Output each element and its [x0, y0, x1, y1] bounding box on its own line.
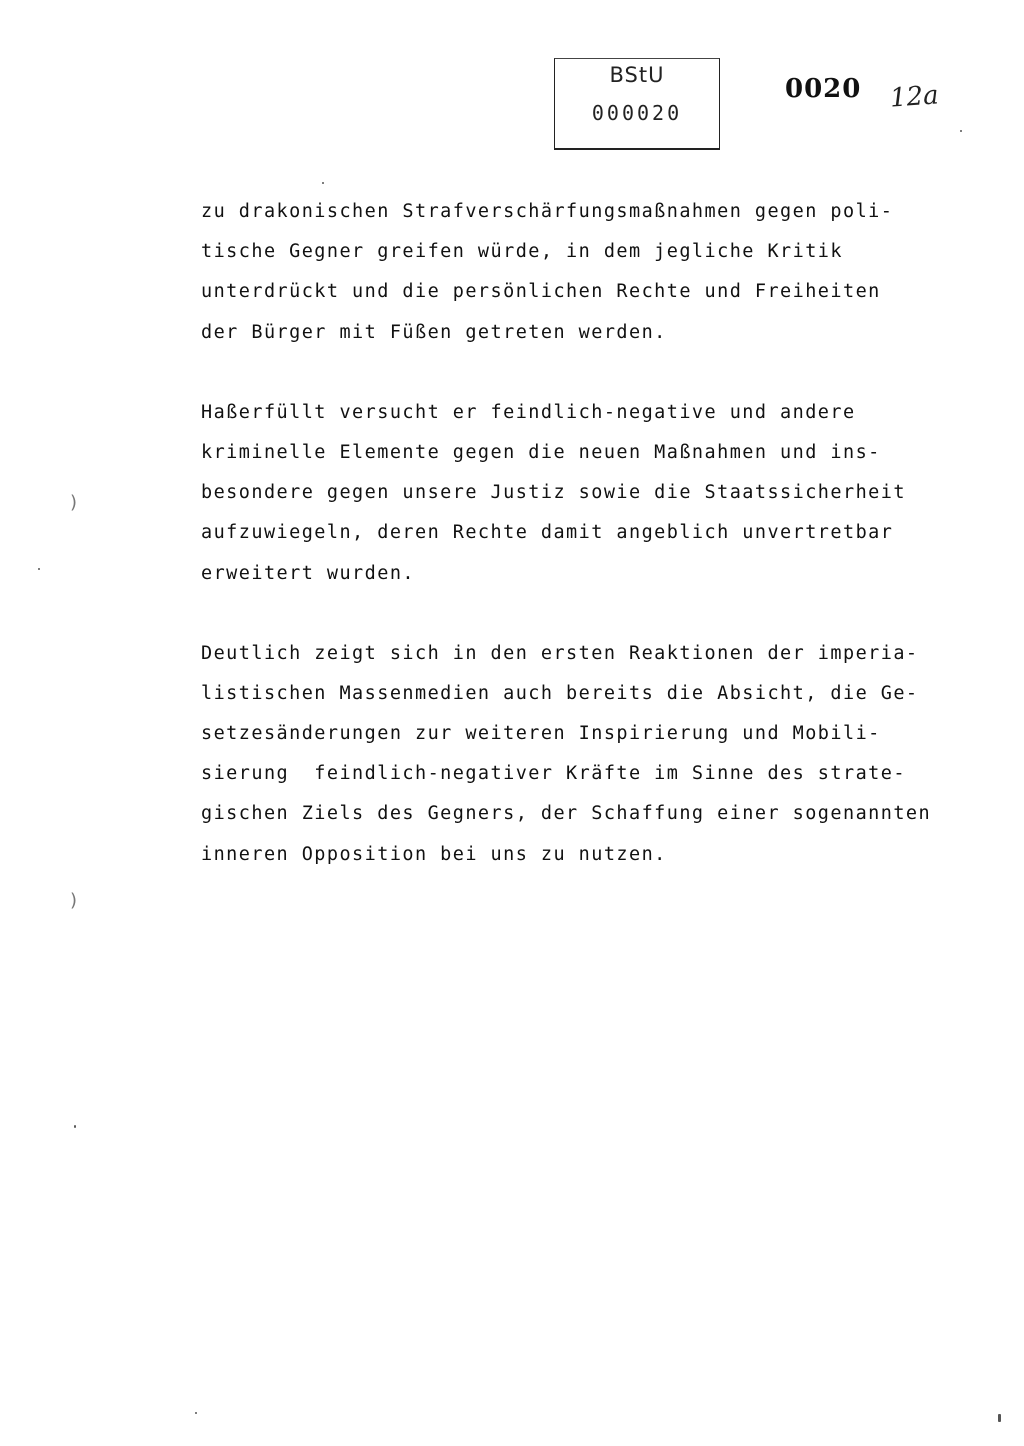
paragraph-1: [201, 192, 961, 353]
text-line: zu drakonischen Strafverschärfungsmaßnahmen gegen poli-: [201, 201, 894, 222]
text-line: listischen Massenmedien auch bereits die Absicht, die Ge-: [201, 682, 919, 704]
stamp-number: 000020: [591, 101, 683, 125]
text-line: der Bürger mit Füßen getreten werden.: [201, 321, 667, 343]
bstu-archive-stamp: [554, 58, 720, 150]
text-line: inneren Opposition bei uns zu nutzen.: [201, 843, 667, 865]
scan-speck: [74, 1125, 76, 1128]
text-line: setzesänderungen zur weiteren Inspirierung und Mobili-: [201, 723, 881, 745]
text-line: unterdrückt und die persönlichen Rechte und Freiheiten: [201, 281, 881, 303]
paragraph-gap: [201, 353, 961, 393]
punch-hole-mark: ): [70, 890, 78, 911]
scan-speck: [322, 182, 324, 184]
page-number: 0020: [785, 74, 862, 104]
text-line: tische Gegner greifen würde, in dem jegliche Kritik: [201, 241, 843, 263]
body-text: [201, 192, 961, 875]
text-line: sierung feindlich-negativer Kräfte im Sinne des strate-: [201, 763, 906, 785]
paragraph-gap: [201, 594, 961, 634]
text-line: besondere gegen unsere Justiz sowie die Staatssicherheit: [201, 482, 906, 504]
text-line: aufzuwiegeln, deren Rechte damit angeblich unvertretbar: [201, 522, 894, 544]
text-line: gischen Ziels des Gegners, der Schaffung einer sogenannten: [201, 803, 932, 825]
text-line: Haßerfüllt versucht er feindlich-negative und andere: [201, 401, 856, 423]
scan-speck: [998, 1414, 1001, 1422]
text-line: Deutlich zeigt sich in den ersten Reaktionen der imperia-: [201, 642, 919, 664]
text-line: kriminelle Elemente gegen die neuen Maßnahmen und ins-: [201, 441, 881, 463]
text-line: erweitert wurden.: [201, 562, 415, 584]
handwritten-annotation: 12a: [889, 80, 940, 114]
scan-speck: [960, 130, 962, 132]
paragraph-2: [201, 393, 961, 594]
paragraph-3: [201, 634, 961, 875]
scan-speck: [195, 1412, 197, 1414]
stamp-title: BStU: [609, 63, 665, 87]
scan-speck: [38, 568, 40, 570]
punch-hole-mark: ): [70, 492, 78, 513]
